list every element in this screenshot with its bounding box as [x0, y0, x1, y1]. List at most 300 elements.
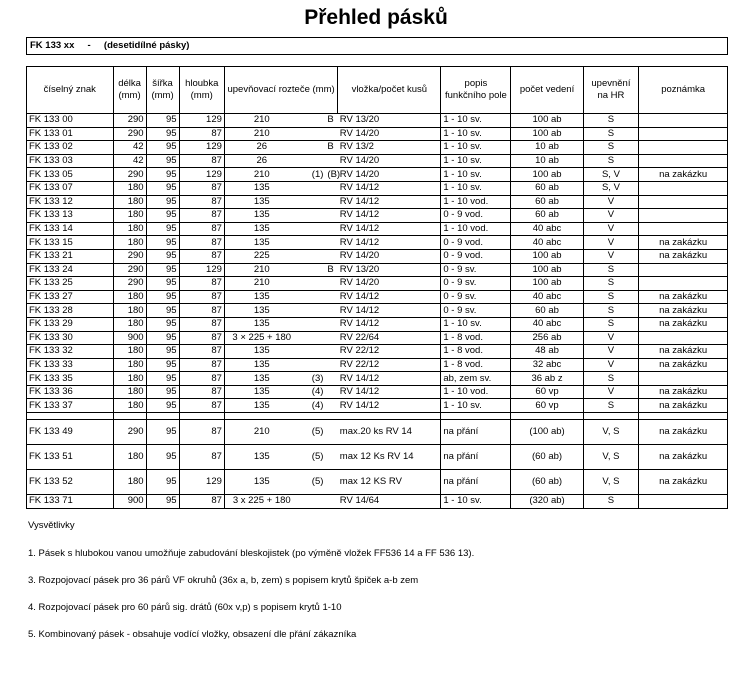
cell-note: na zakázku: [639, 249, 728, 263]
cell-mount: S: [583, 277, 639, 291]
table-row: [27, 345, 728, 359]
cell-length: 290: [113, 277, 146, 291]
cell-depth: 87: [179, 331, 224, 345]
cell-length: 290: [113, 127, 146, 141]
cell-insert-type: [325, 154, 337, 168]
cell-insert: RV 14/20: [338, 154, 441, 168]
cell-lines: 60 ab: [511, 304, 583, 318]
cell-code: FK 133 03: [27, 154, 114, 168]
cell-depth: 87: [179, 154, 224, 168]
cell-code: FK 133 71: [27, 495, 114, 509]
cell-insert: RV 14/20: [338, 168, 441, 182]
cell-spacing-note: (5): [299, 420, 326, 445]
cell-insert-type: [325, 345, 337, 359]
cell-function: 1 - 10 sv.: [441, 181, 511, 195]
cell-spacing-note: [299, 317, 326, 331]
header-length: délka (mm): [113, 67, 146, 114]
cell-note: [639, 372, 728, 386]
cell-note: na zakázku: [639, 358, 728, 372]
cell-spacing-note: [299, 331, 326, 345]
table-row: [27, 168, 728, 182]
table-row: [27, 236, 728, 250]
empty-cell: [338, 413, 441, 420]
cell-insert: RV 14/20: [338, 249, 441, 263]
cell-depth: 129: [179, 114, 224, 128]
cell-function: 1 - 8 vod.: [441, 358, 511, 372]
cell-function: 1 - 10 sv.: [441, 114, 511, 128]
table-row: [27, 331, 728, 345]
note-1: 1. Pásek s hlubokou vanou umožňuje zabudování bleskojistek (po výměně vložek FF536 14 a FF 536 13).: [28, 548, 475, 559]
cell-depth: 87: [179, 445, 224, 470]
cell-spacing-note: [299, 249, 326, 263]
cell-width: 95: [146, 209, 179, 223]
cell-note: [639, 495, 728, 509]
header-note: poznámka: [639, 67, 728, 114]
cell-depth: 87: [179, 317, 224, 331]
page-title: Přehled pásků: [304, 6, 448, 29]
cell-width: 95: [146, 304, 179, 318]
cell-spacing: 210: [224, 277, 298, 291]
cell-note: na zakázku: [639, 290, 728, 304]
cell-spacing: 3 x 225 + 180: [224, 495, 298, 509]
cell-spacing-note: [299, 345, 326, 359]
cell-code: FK 133 51: [27, 445, 114, 470]
empty-cell: [639, 413, 728, 420]
cell-function: na přání: [441, 445, 511, 470]
cell-insert-type: [325, 249, 337, 263]
cell-width: 95: [146, 127, 179, 141]
cell-code: FK 133 01: [27, 127, 114, 141]
cell-function: 1 - 10 sv.: [441, 154, 511, 168]
cell-note: [639, 127, 728, 141]
cell-mount: V: [583, 385, 639, 399]
cell-code: FK 133 29: [27, 317, 114, 331]
cell-note: na zakázku: [639, 420, 728, 445]
cell-code: FK 133 27: [27, 290, 114, 304]
cell-function: 1 - 10 sv.: [441, 141, 511, 155]
cell-insert: RV 14/12: [338, 195, 441, 209]
cell-width: 95: [146, 222, 179, 236]
cell-depth: 129: [179, 263, 224, 277]
table-row: [27, 181, 728, 195]
table-row: [27, 290, 728, 304]
cell-length: 180: [113, 290, 146, 304]
cell-spacing: 225: [224, 249, 298, 263]
cell-insert: max 12 KS RV: [338, 470, 441, 495]
cell-spacing: 135: [224, 345, 298, 359]
cell-lines: 40 abc: [511, 236, 583, 250]
cell-width: 95: [146, 263, 179, 277]
cell-insert: RV 22/12: [338, 345, 441, 359]
cell-lines: 32 abc: [511, 358, 583, 372]
cell-mount: V: [583, 195, 639, 209]
cell-insert: max.20 ks RV 14: [338, 420, 441, 445]
cell-length: 290: [113, 114, 146, 128]
cell-insert-type: [325, 385, 337, 399]
cell-spacing-note: [299, 290, 326, 304]
cell-length: 180: [113, 236, 146, 250]
cell-function: ab, zem sv.: [441, 372, 511, 386]
cell-spacing-note: [299, 495, 326, 509]
cell-lines: 100 ab: [511, 263, 583, 277]
cell-mount: V: [583, 331, 639, 345]
empty-cell: [299, 413, 326, 420]
cell-width: 95: [146, 249, 179, 263]
cell-insert: RV 14/12: [338, 222, 441, 236]
cell-width: 95: [146, 114, 179, 128]
cell-spacing: 26: [224, 141, 298, 155]
cell-width: 95: [146, 385, 179, 399]
cell-depth: 87: [179, 181, 224, 195]
cell-mount: V: [583, 358, 639, 372]
table-row: [27, 470, 728, 495]
cell-spacing-note: [299, 195, 326, 209]
cell-length: 180: [113, 317, 146, 331]
cell-code: FK 133 14: [27, 222, 114, 236]
cell-length: 180: [113, 181, 146, 195]
cell-spacing: 135: [224, 372, 298, 386]
cell-mount: S: [583, 263, 639, 277]
cell-code: FK 133 21: [27, 249, 114, 263]
cell-lines: 100 ab: [511, 277, 583, 291]
table-row: [27, 420, 728, 445]
cell-spacing: 135: [224, 195, 298, 209]
cell-width: 95: [146, 236, 179, 250]
header-mount: upevnění na HR: [583, 67, 639, 114]
cell-length: 180: [113, 470, 146, 495]
cell-width: 95: [146, 445, 179, 470]
cell-note: [639, 114, 728, 128]
cell-width: 95: [146, 168, 179, 182]
cell-mount: S: [583, 304, 639, 318]
cell-depth: 87: [179, 420, 224, 445]
cell-code: FK 133 15: [27, 236, 114, 250]
cell-insert-type: B: [325, 114, 337, 128]
table-row: [27, 304, 728, 318]
cell-spacing: 135: [224, 358, 298, 372]
cell-depth: 129: [179, 470, 224, 495]
cell-insert-type: [325, 445, 337, 470]
cell-insert-type: [325, 222, 337, 236]
cell-width: 95: [146, 358, 179, 372]
cell-function: 0 - 9 sv.: [441, 277, 511, 291]
cell-length: 180: [113, 385, 146, 399]
cell-width: 95: [146, 399, 179, 413]
table-row: [27, 195, 728, 209]
cell-width: 95: [146, 331, 179, 345]
cell-insert: RV 14/12: [338, 290, 441, 304]
cell-function: 0 - 9 vod.: [441, 249, 511, 263]
cell-spacing-note: [299, 263, 326, 277]
cell-depth: 87: [179, 372, 224, 386]
cell-function: na přání: [441, 470, 511, 495]
cell-width: 95: [146, 154, 179, 168]
cell-code: FK 133 32: [27, 345, 114, 359]
header-lines: počet vedení: [511, 67, 583, 114]
table-row: [27, 495, 728, 509]
cell-insert-type: [325, 290, 337, 304]
empty-cell: [113, 413, 146, 420]
cell-insert: RV 22/12: [338, 358, 441, 372]
cell-width: 95: [146, 181, 179, 195]
cell-lines: 10 ab: [511, 154, 583, 168]
cell-width: 95: [146, 290, 179, 304]
cell-insert-type: [325, 470, 337, 495]
spacer-row: [27, 413, 728, 420]
table-row: [27, 399, 728, 413]
cell-spacing-note: (1): [299, 168, 326, 182]
empty-cell: [583, 413, 639, 420]
cell-note: [639, 331, 728, 345]
cell-depth: 87: [179, 385, 224, 399]
cell-note: na zakázku: [639, 168, 728, 182]
cell-note: na zakázku: [639, 304, 728, 318]
cell-note: [639, 263, 728, 277]
cell-insert: RV 14/20: [338, 277, 441, 291]
cell-spacing: 135: [224, 290, 298, 304]
cell-spacing-note: [299, 304, 326, 318]
cell-insert-type: [325, 372, 337, 386]
cell-code: FK 133 25: [27, 277, 114, 291]
cell-insert: RV 14/12: [338, 236, 441, 250]
cell-mount: S: [583, 154, 639, 168]
cell-spacing: 135: [224, 181, 298, 195]
cell-mount: S, V: [583, 168, 639, 182]
cell-lines: 60 ab: [511, 209, 583, 223]
cell-length: 180: [113, 372, 146, 386]
cell-insert-type: [325, 236, 337, 250]
cell-depth: 87: [179, 249, 224, 263]
cell-mount: S: [583, 317, 639, 331]
cell-spacing-note: (3): [299, 372, 326, 386]
cell-code: FK 133 33: [27, 358, 114, 372]
header-code: číselný znak: [27, 67, 114, 114]
cell-lines: (100 ab): [511, 420, 583, 445]
cell-insert: RV 14/12: [338, 209, 441, 223]
cell-length: 180: [113, 304, 146, 318]
header-function: popis funkčního pole: [441, 67, 511, 114]
header-insert: vložka/počet kusů: [338, 67, 441, 114]
cell-depth: 87: [179, 358, 224, 372]
cell-note: na zakázku: [639, 445, 728, 470]
cell-code: FK 133 24: [27, 263, 114, 277]
table-row: [27, 358, 728, 372]
header-spacing: upevňovací rozteče (mm): [224, 67, 337, 114]
cell-lines: (60 ab): [511, 445, 583, 470]
series-header: FK 133 xx - (desetidílné pásky): [26, 37, 728, 55]
cell-depth: 87: [179, 277, 224, 291]
cell-note: na zakázku: [639, 399, 728, 413]
cell-mount: S: [583, 495, 639, 509]
cell-spacing: 3 × 225 + 180: [224, 331, 298, 345]
cell-spacing: 135: [224, 222, 298, 236]
cell-function: 0 - 9 sv.: [441, 263, 511, 277]
cell-lines: 100 ab: [511, 168, 583, 182]
table-row: [27, 127, 728, 141]
cell-mount: S, V: [583, 181, 639, 195]
cell-depth: 87: [179, 399, 224, 413]
cell-insert: RV 14/64: [338, 495, 441, 509]
note-4: 4. Rozpojovací pásek pro 60 párů sig. drátů (60x v,p) s popisem krytů 1-10: [28, 602, 342, 613]
cell-lines: 60 vp: [511, 399, 583, 413]
cell-length: 180: [113, 222, 146, 236]
note-3: 3. Rozpojovací pásek pro 36 párů VF okruhů (36x a, b, zem) s popisem krytů špiček a-b zem: [28, 575, 419, 586]
cell-note: [639, 141, 728, 155]
cell-mount: S: [583, 372, 639, 386]
cell-length: 290: [113, 249, 146, 263]
cell-length: 42: [113, 141, 146, 155]
cell-lines: 10 ab: [511, 141, 583, 155]
cell-spacing-note: [299, 114, 326, 128]
cell-lines: 100 ab: [511, 114, 583, 128]
cell-width: 95: [146, 345, 179, 359]
cell-function: 1 - 8 vod.: [441, 331, 511, 345]
cell-spacing: 210: [224, 114, 298, 128]
cell-insert-type: [325, 399, 337, 413]
cell-insert-type: B: [325, 141, 337, 155]
cell-length: 900: [113, 495, 146, 509]
cell-spacing-note: [299, 154, 326, 168]
cell-spacing: 135: [224, 445, 298, 470]
cell-insert: RV 22/64: [338, 331, 441, 345]
table-header-row: [27, 67, 728, 114]
cell-width: 95: [146, 277, 179, 291]
empty-cell: [27, 413, 114, 420]
cell-lines: 60 ab: [511, 195, 583, 209]
cell-depth: 87: [179, 209, 224, 223]
cell-length: 180: [113, 195, 146, 209]
strips-table: [26, 66, 728, 509]
cell-spacing-note: [299, 222, 326, 236]
cell-spacing: 135: [224, 304, 298, 318]
empty-cell: [224, 413, 298, 420]
cell-code: FK 133 49: [27, 420, 114, 445]
cell-note: na zakázku: [639, 236, 728, 250]
table-row: [27, 222, 728, 236]
cell-note: na zakázku: [639, 470, 728, 495]
cell-note: [639, 209, 728, 223]
cell-spacing: 210: [224, 168, 298, 182]
cell-insert-type: [325, 420, 337, 445]
cell-mount: V, S: [583, 470, 639, 495]
cell-spacing-note: [299, 209, 326, 223]
cell-mount: S: [583, 127, 639, 141]
cell-function: 0 - 9 sv.: [441, 304, 511, 318]
cell-length: 180: [113, 345, 146, 359]
cell-depth: 87: [179, 290, 224, 304]
cell-spacing: 26: [224, 154, 298, 168]
cell-mount: S: [583, 290, 639, 304]
cell-function: 1 - 10 sv.: [441, 168, 511, 182]
cell-insert-type: [325, 181, 337, 195]
cell-lines: 100 ab: [511, 249, 583, 263]
table-row: [27, 445, 728, 470]
cell-mount: V: [583, 345, 639, 359]
cell-spacing-note: [299, 358, 326, 372]
cell-insert: RV 14/12: [338, 372, 441, 386]
cell-function: 1 - 8 vod.: [441, 345, 511, 359]
cell-spacing: 210: [224, 420, 298, 445]
cell-length: 180: [113, 209, 146, 223]
empty-cell: [511, 413, 583, 420]
cell-width: 95: [146, 317, 179, 331]
cell-length: 180: [113, 445, 146, 470]
cell-length: 900: [113, 331, 146, 345]
cell-lines: 36 ab z: [511, 372, 583, 386]
cell-length: 290: [113, 263, 146, 277]
cell-width: 95: [146, 470, 179, 495]
cell-depth: 87: [179, 345, 224, 359]
cell-depth: 87: [179, 195, 224, 209]
cell-lines: 256 ab: [511, 331, 583, 345]
table-row: [27, 372, 728, 386]
cell-note: [639, 277, 728, 291]
cell-mount: V: [583, 236, 639, 250]
cell-length: 180: [113, 399, 146, 413]
cell-lines: 60 ab: [511, 181, 583, 195]
cell-insert: RV 13/20: [338, 263, 441, 277]
cell-note: [639, 154, 728, 168]
cell-code: FK 133 30: [27, 331, 114, 345]
table-row: [27, 209, 728, 223]
cell-insert-type: (B): [327, 168, 341, 180]
cell-note: [639, 222, 728, 236]
cell-mount: S: [583, 141, 639, 155]
cell-depth: 87: [179, 222, 224, 236]
cell-insert-type: [325, 127, 337, 141]
cell-spacing: 210: [224, 127, 298, 141]
cell-note: na zakázku: [639, 385, 728, 399]
cell-code: FK 133 36: [27, 385, 114, 399]
table-row: [27, 263, 728, 277]
cell-spacing-note: (5): [299, 445, 326, 470]
cell-mount: V: [583, 222, 639, 236]
cell-spacing-note: [299, 181, 326, 195]
empty-cell: [146, 413, 179, 420]
table-row: [27, 154, 728, 168]
cell-code: FK 133 13: [27, 209, 114, 223]
cell-spacing: 135: [224, 317, 298, 331]
cell-lines: 48 ab: [511, 345, 583, 359]
cell-mount: S: [583, 399, 639, 413]
cell-code: FK 133 07: [27, 181, 114, 195]
cell-lines: 40 abc: [511, 222, 583, 236]
table-row: [27, 317, 728, 331]
cell-spacing: 135: [224, 236, 298, 250]
cell-note: [639, 181, 728, 195]
cell-lines: 40 abc: [511, 317, 583, 331]
cell-spacing-note: [299, 127, 326, 141]
empty-cell: [441, 413, 511, 420]
cell-lines: 40 abc: [511, 290, 583, 304]
cell-spacing: 135: [224, 399, 298, 413]
cell-spacing-note: (5): [299, 470, 326, 495]
cell-code: FK 133 12: [27, 195, 114, 209]
table-row: [27, 114, 728, 128]
cell-insert-type: [325, 317, 337, 331]
cell-width: 95: [146, 195, 179, 209]
cell-insert: RV 14/20: [338, 127, 441, 141]
cell-spacing-note: (4): [299, 399, 326, 413]
cell-function: 0 - 9 vod.: [441, 236, 511, 250]
cell-function: 1 - 10 vod.: [441, 385, 511, 399]
cell-insert: max 12 Ks RV 14: [338, 445, 441, 470]
cell-spacing-note: [299, 277, 326, 291]
cell-spacing: 210: [224, 263, 298, 277]
cell-lines: 60 vp: [511, 385, 583, 399]
cell-insert-type: [325, 195, 337, 209]
cell-function: 1 - 10 sv.: [441, 127, 511, 141]
